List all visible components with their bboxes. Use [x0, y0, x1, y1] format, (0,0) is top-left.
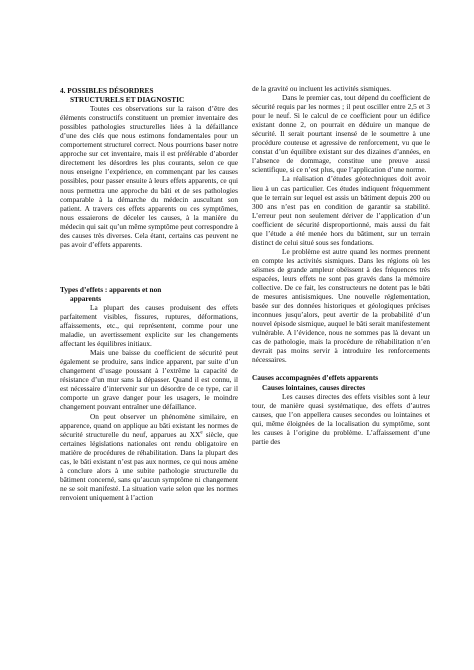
spacer [60, 249, 238, 267]
superscript: e [200, 430, 203, 436]
paragraph-text: siècle, que certaines législations nationales ont rendu obligatoire en matière de procédures de réhabilitation. Dans la plupart des cas, le bâti existant n’est pas aux normes, ce qui nous amène à conclure alors à une subite pathologie structurelle du bâtiment concerné, sans qu’aucun symptôme ni changement ne se soit manifesté. La situation varie selon que les normes renvoient uniquement à l’action [60, 429, 238, 502]
paragraph: de la gravité ou incluent les activités sismiques. [252, 84, 392, 93]
left-column [60, 86, 238, 502]
paragraph: Dans le premier cas, tout dépend du coefficient de sécurité requis par les normes ; il peut osciller entre 2,5 et 3 pour le neuf. Si le calcul de ce coefficient pour un édifice existant donne 2, on pourrait en déduire un manque de sécurité. Il serait pourtant insensé de le soumettre à une procédure couteuse et agressive de renforcement, vu que le constat d’un équilibre existant sur des dizaines d’années, en l’absence de dommage, constitue une preuve aussi scientifique, si ce n’est plus, que l’application d’une norme. [252, 93, 430, 175]
paragraph: Les causes directes des effets visibles sont à leur tour, de manière quasi systématique, des effets d’autres causes, que l’on appellera causes secondes ou lointaines et qui, même éloignées de la localisation du symptôme, sont les causes à l’origine du problème. L’affaissement d’une partie des [252, 391, 430, 446]
section-heading-continued: Causes lointaines, causes directes [262, 382, 366, 392]
paragraph: La réalisation d’études géotechniques doit avoir lieu à un cas particulier. Ces études indiquent fréquemment que le terrain sur lequel est assis un bâtiment depuis 200 ou 300 ans n’est pas en condition de garantir sa stabilité. L’erreur peut non seulement dériver de l’application d’un coefficient de sécurité disproportionné, mais aussi du fait que l’étude a été menée hors du bâtiment, sur un terrain distinct de celui situé sous ses fondations. [252, 174, 430, 247]
paragraph-text: On peut observer un phénomène similaire, en apparence, quand on applique au bâti existant les normes de sécurité structurelle du neuf, apparues au XX [60, 411, 238, 439]
subsection-heading: Types d’effets : apparents et non [60, 284, 162, 294]
section-heading-continued: STRUCTURELS ET DIAGNOSTIC [70, 95, 185, 105]
subsection-heading-continued: apparents [70, 293, 102, 303]
paragraph: Mais une baisse du coefficient de sécurité peut également se produire, sans indice apparent, par suite d’un changement d’usage poussant à l’extrême la capacité de résistance d’un mur sans la dépasser. Quand il est connu, il est nécessaire d’intervenir sur un désordre de ce type, car il comporte un grave danger pour les usagers, le moindre changement pouvant entraîner une défaillance. [60, 348, 238, 412]
paragraph: Toutes ces observations sur la raison d’être des éléments constructifs constituent un premier inventaire des possibles pathologies structurelles liées à la défaillance d’une des clés que nous estimons fondamentales pour un comportement structurel correct. Nous pourrions baser notre approche sur cet inventaire, mais il est préférable d’aborder directement les désordres les plus courants, selon ce que nous enseigne l’expérience, en commençant par les causes possibles, pour passer ensuite à leurs effets apparents, ce qui nous permettra une approche du bâti et de ses pathologies comparable à la démarche du médecin auscultant son patient. A travers ces effets apparents ou ces symptômes, nous essaierons de déceler les causes, à la manière du médecin qui sait qu’un même symptôme peut correspondre à des causes très diverses. Cela étant, certains cas peuvent ne pas avoir d’effets apparents. [60, 104, 238, 249]
section-heading: 4. POSSIBLES DÉSORDRES [60, 86, 154, 95]
spacer [252, 364, 430, 373]
section-heading: Causes accompagnées d’effets apparents [252, 373, 379, 383]
spacer [60, 267, 238, 285]
paragraph: Le problème est autre quand les normes prennent en compte les activités sismiques. Dans les régions où les séismes de grande ampleur obéissent à des fréquences très espacées, leurs effets ne sont pas gravés dans la mémoire collective. De ce fait, les constructeurs ne dotent pas le bâti de mesures antisismiques. Une nouvelle réglementation, basée sur des données historiques et géologiques précises inconnues jusqu’alors, peut avertir de la probabilité d’un nouvel épisode sismique, auquel le bâti serait manifestement vulnérable. A l’évidence, nous ne sommes pas là devant un cas de pathologie, mais la procédure de réhabilitation n’en devrait pas moins servir à introduire les renforcements nécessaires. [252, 246, 430, 365]
paragraph [60, 412, 238, 502]
paragraph: La plupart des causes produisent des effets parfaitement visibles, fissures, ruptures, déformations, affaissements, etc., qui représentent, comme pour une maladie, un avertissement explicite sur les changements affectant les équilibres initiaux. [60, 302, 238, 349]
right-column [252, 84, 430, 446]
